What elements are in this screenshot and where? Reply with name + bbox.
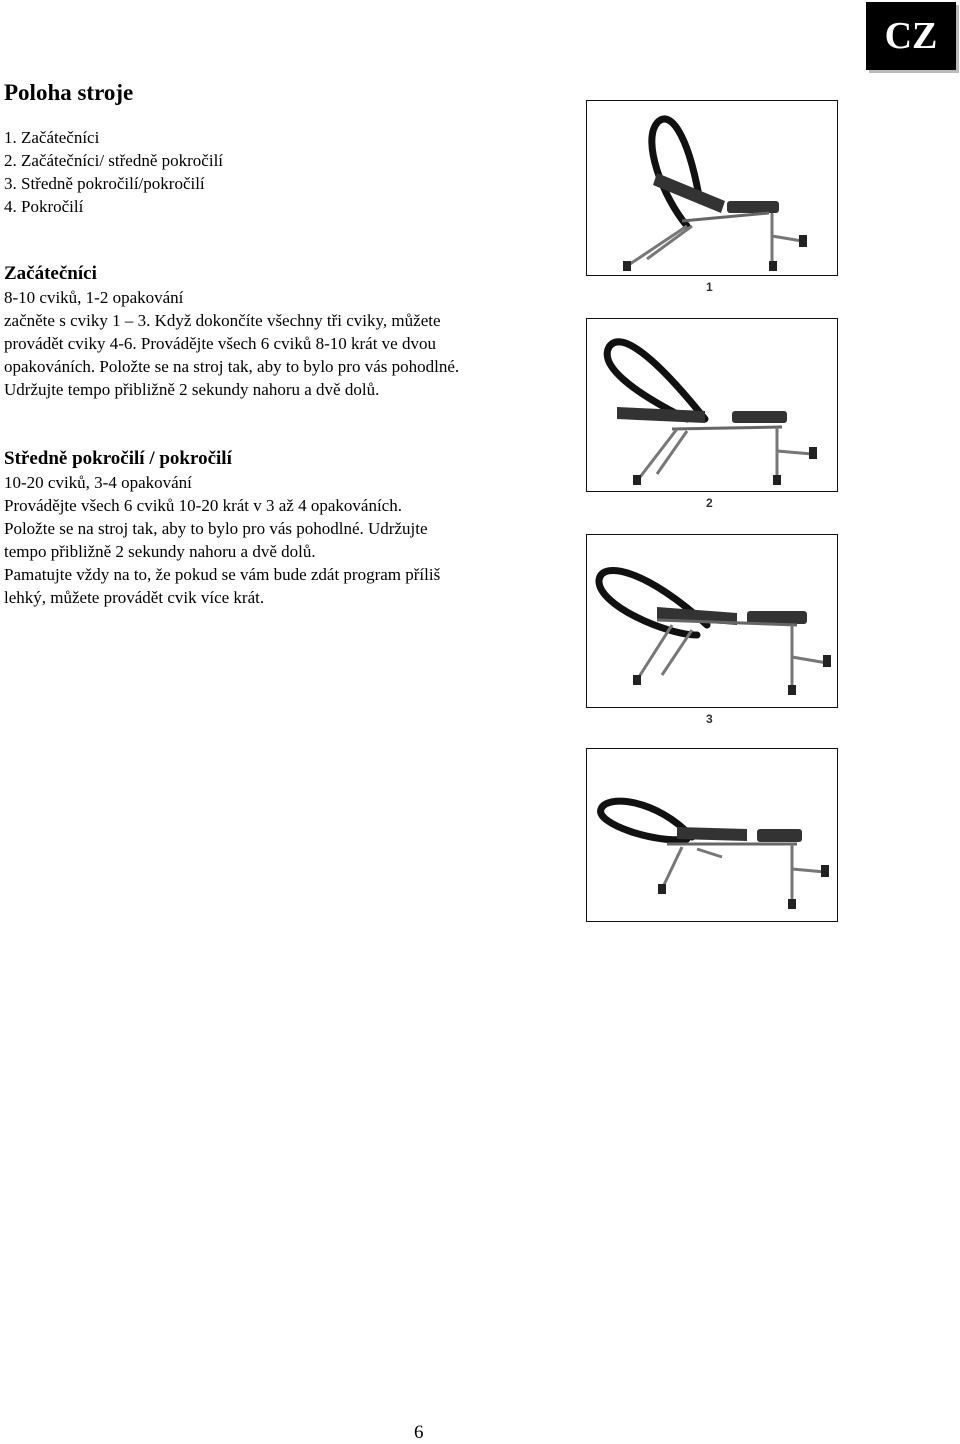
paragraph-line: lehký, můžete provádět cvik více krát. [4,588,265,607]
paragraph-line: Položte se na stroj tak, aby to bylo pro vás pohodlné. Udržujte [4,519,428,538]
list-item: 2. Začátečníci/ středně pokročilí [4,151,224,170]
paragraph-line: začněte s cviky 1 – 3. Když dokončíte všechny tři cviky, můžete [4,311,441,330]
beginners-section [4,262,564,401]
paragraph-line: 8-10 cviků, 1-2 opakování [4,288,184,307]
figure-position-1 [586,100,838,276]
advanced-heading: Středně pokročilí / pokročilí [4,448,232,469]
text-column [4,78,564,609]
paragraph-line: tempo přibližně 2 sekundy nahoru a dvě dolů. [4,542,316,561]
ab-bench-position-3-icon [587,535,837,707]
figure-caption: 3 [706,712,713,726]
paragraph-line: Provádějte všech 6 cviků 10-20 krát v 3 až 4 opakováních. [4,496,402,515]
figure-position-4 [586,748,838,922]
paragraph-line: 10-20 cviků, 3-4 opakování [4,473,192,492]
paragraph-line: provádět cviky 4-6. Provádějte všech 6 cviků 8-10 krát ve dvou [4,334,436,353]
paragraph-line: opakováních. Položte se na stroj tak, aby to bylo pro vás pohodlné. [4,357,460,376]
language-badge: CZ [866,2,956,70]
paragraph-line: Udržujte tempo přibližně 2 sekundy nahoru a dvě dolů. [4,380,380,399]
page-title: Poloha stroje [4,80,134,105]
figure-caption: 1 [706,280,713,294]
ab-bench-position-2-icon [587,319,837,491]
position-list [4,126,564,218]
paragraph-line: Pamatujte vždy na to, že pokud se vám bude zdát program příliš [4,565,441,584]
figure-caption: 2 [706,496,713,510]
ab-bench-position-4-icon [587,749,837,921]
page-number: 6 [414,1422,424,1443]
figure-position-2 [586,318,838,492]
ab-bench-position-1-icon [587,101,837,275]
beginners-heading: Začátečníci [4,263,97,284]
advanced-section [4,447,564,609]
list-item: 3. Středně pokročilí/pokročilí [4,174,205,193]
figure-position-3 [586,534,838,708]
list-item: 1. Začátečníci [4,128,100,147]
list-item: 4. Pokročilí [4,197,84,216]
